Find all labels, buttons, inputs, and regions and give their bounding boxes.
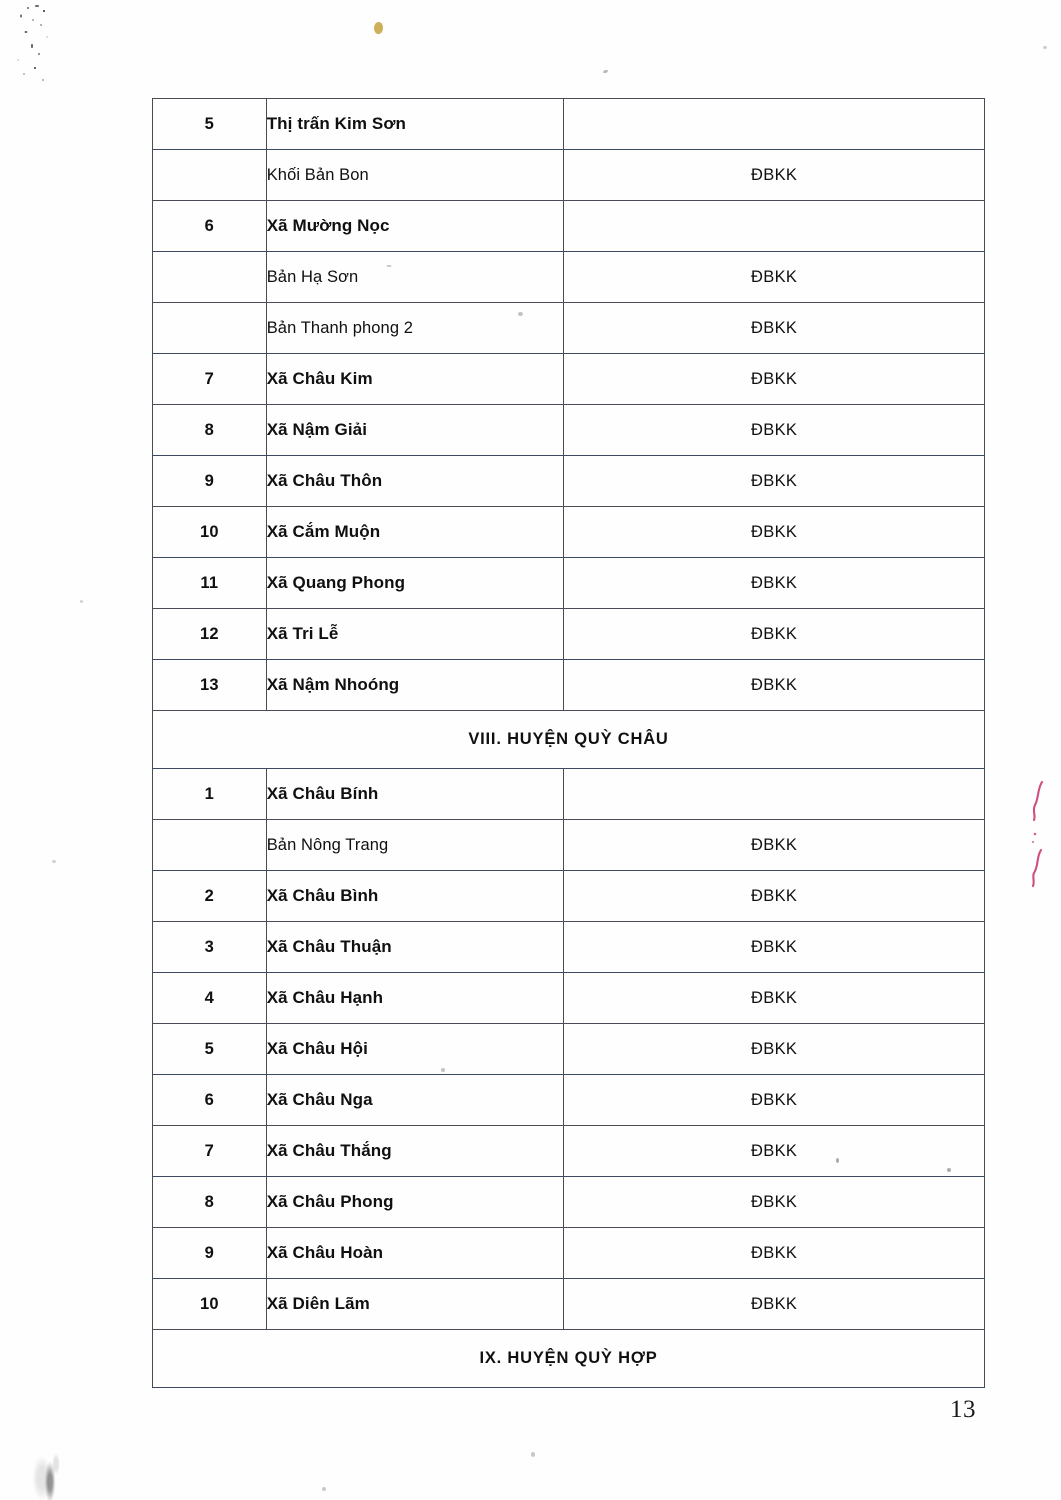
row-index: 8: [153, 1177, 267, 1228]
section-title: VIII. HUYỆN QUỲ CHÂU: [153, 711, 985, 769]
row-index: 12: [153, 609, 267, 660]
locality-name: Xã Mường Nọc: [266, 201, 564, 252]
table-row: [153, 1075, 985, 1126]
scan-speck-yellow: [374, 22, 383, 34]
locality-name: Xã Châu Hội: [266, 1024, 564, 1075]
locality-name: Xã Quang Phong: [266, 558, 564, 609]
locality-name: Bản Hạ Sơn: [266, 252, 564, 303]
status-badge: ĐBKK: [564, 1279, 985, 1330]
table-row: [153, 973, 985, 1024]
status-badge: ĐBKK: [564, 871, 985, 922]
row-index: 1: [153, 769, 267, 820]
status-badge: ĐBKK: [564, 252, 985, 303]
table-row: [153, 252, 985, 303]
status-badge: ĐBKK: [564, 1075, 985, 1126]
status-badge: ĐBKK: [564, 558, 985, 609]
table-row: [153, 922, 985, 973]
locality-name: Xã Châu Phong: [266, 1177, 564, 1228]
status-badge: ĐBKK: [564, 303, 985, 354]
status-badge: [564, 769, 985, 820]
status-badge: ĐBKK: [564, 1177, 985, 1228]
scan-speck: [531, 1452, 535, 1457]
status-badge: ĐBKK: [564, 405, 985, 456]
table-row: [153, 558, 985, 609]
row-index: 10: [153, 507, 267, 558]
table-row: [153, 354, 985, 405]
locality-name: Bản Nông Trang: [266, 820, 564, 871]
locality-table: [152, 98, 985, 1388]
status-badge: ĐBKK: [564, 1024, 985, 1075]
table-section-header-row: [153, 711, 985, 769]
status-badge: ĐBKK: [564, 820, 985, 871]
status-badge: [564, 99, 985, 150]
status-badge: ĐBKK: [564, 973, 985, 1024]
row-index: 6: [153, 1075, 267, 1126]
locality-name: Khối Bản Bon: [266, 150, 564, 201]
locality-name: Xã Nậm Giải: [266, 405, 564, 456]
locality-name: Xã Châu Kim: [266, 354, 564, 405]
locality-name: Bản Thanh phong 2: [266, 303, 564, 354]
table-row: [153, 871, 985, 922]
status-badge: ĐBKK: [564, 150, 985, 201]
scan-speck: [1043, 46, 1047, 49]
locality-name: Xã Nậm Nhoóng: [266, 660, 564, 711]
table-row: [153, 1126, 985, 1177]
page-number: 13: [950, 1396, 976, 1423]
scan-speck: [52, 860, 56, 863]
table-row: [153, 1024, 985, 1075]
scan-speck: [322, 1487, 326, 1491]
scan-speck: [603, 69, 609, 74]
row-index: 7: [153, 354, 267, 405]
locality-name: Xã Châu Hạnh: [266, 973, 564, 1024]
table-row: [153, 820, 985, 871]
status-badge: ĐBKK: [564, 456, 985, 507]
row-index: 5: [153, 99, 267, 150]
margin-ink-mark: [1026, 778, 1048, 890]
row-index: [153, 820, 267, 871]
scan-noise-top-left: [6, 2, 66, 87]
table-row: [153, 456, 985, 507]
status-badge: ĐBKK: [564, 1126, 985, 1177]
status-badge: ĐBKK: [564, 609, 985, 660]
table-row: [153, 1228, 985, 1279]
table-row: [153, 99, 985, 150]
locality-name: Xã Cắm Muộn: [266, 507, 564, 558]
row-index: 6: [153, 201, 267, 252]
row-index: 7: [153, 1126, 267, 1177]
table-row: [153, 1279, 985, 1330]
table-row: [153, 405, 985, 456]
table-row: [153, 507, 985, 558]
section-title: IX. HUYỆN QUỲ HỢP: [153, 1330, 985, 1388]
table-row: [153, 609, 985, 660]
locality-table-body: [153, 99, 985, 1388]
table-section-header-row: [153, 1330, 985, 1388]
row-index: 13: [153, 660, 267, 711]
status-badge: [564, 201, 985, 252]
locality-name: Xã Châu Nga: [266, 1075, 564, 1126]
locality-name: Xã Châu Thắng: [266, 1126, 564, 1177]
scan-speck: [80, 600, 83, 603]
locality-name: Xã Châu Thuận: [266, 922, 564, 973]
row-index: 8: [153, 405, 267, 456]
row-index: 9: [153, 456, 267, 507]
scan-smudge-bottom-left: [18, 1404, 74, 1500]
locality-name: Xã Tri Lễ: [266, 609, 564, 660]
status-badge: ĐBKK: [564, 1228, 985, 1279]
status-badge: ĐBKK: [564, 922, 985, 973]
status-badge: ĐBKK: [564, 660, 985, 711]
locality-name: Thị trấn Kim Sơn: [266, 99, 564, 150]
row-index: 10: [153, 1279, 267, 1330]
row-index: 11: [153, 558, 267, 609]
locality-name: Xã Châu Thôn: [266, 456, 564, 507]
row-index: 4: [153, 973, 267, 1024]
table-row: [153, 769, 985, 820]
locality-name: Xã Châu Bính: [266, 769, 564, 820]
row-index: 9: [153, 1228, 267, 1279]
row-index: 2: [153, 871, 267, 922]
locality-name: Xã Châu Bình: [266, 871, 564, 922]
row-index: [153, 150, 267, 201]
table-row: [153, 303, 985, 354]
locality-name: Xã Diên Lãm: [266, 1279, 564, 1330]
table-row: [153, 201, 985, 252]
row-index: [153, 252, 267, 303]
table-row: [153, 1177, 985, 1228]
table-row: [153, 150, 985, 201]
row-index: 5: [153, 1024, 267, 1075]
status-badge: ĐBKK: [564, 507, 985, 558]
status-badge: ĐBKK: [564, 354, 985, 405]
row-index: 3: [153, 922, 267, 973]
row-index: [153, 303, 267, 354]
table-row: [153, 660, 985, 711]
locality-name: Xã Châu Hoàn: [266, 1228, 564, 1279]
